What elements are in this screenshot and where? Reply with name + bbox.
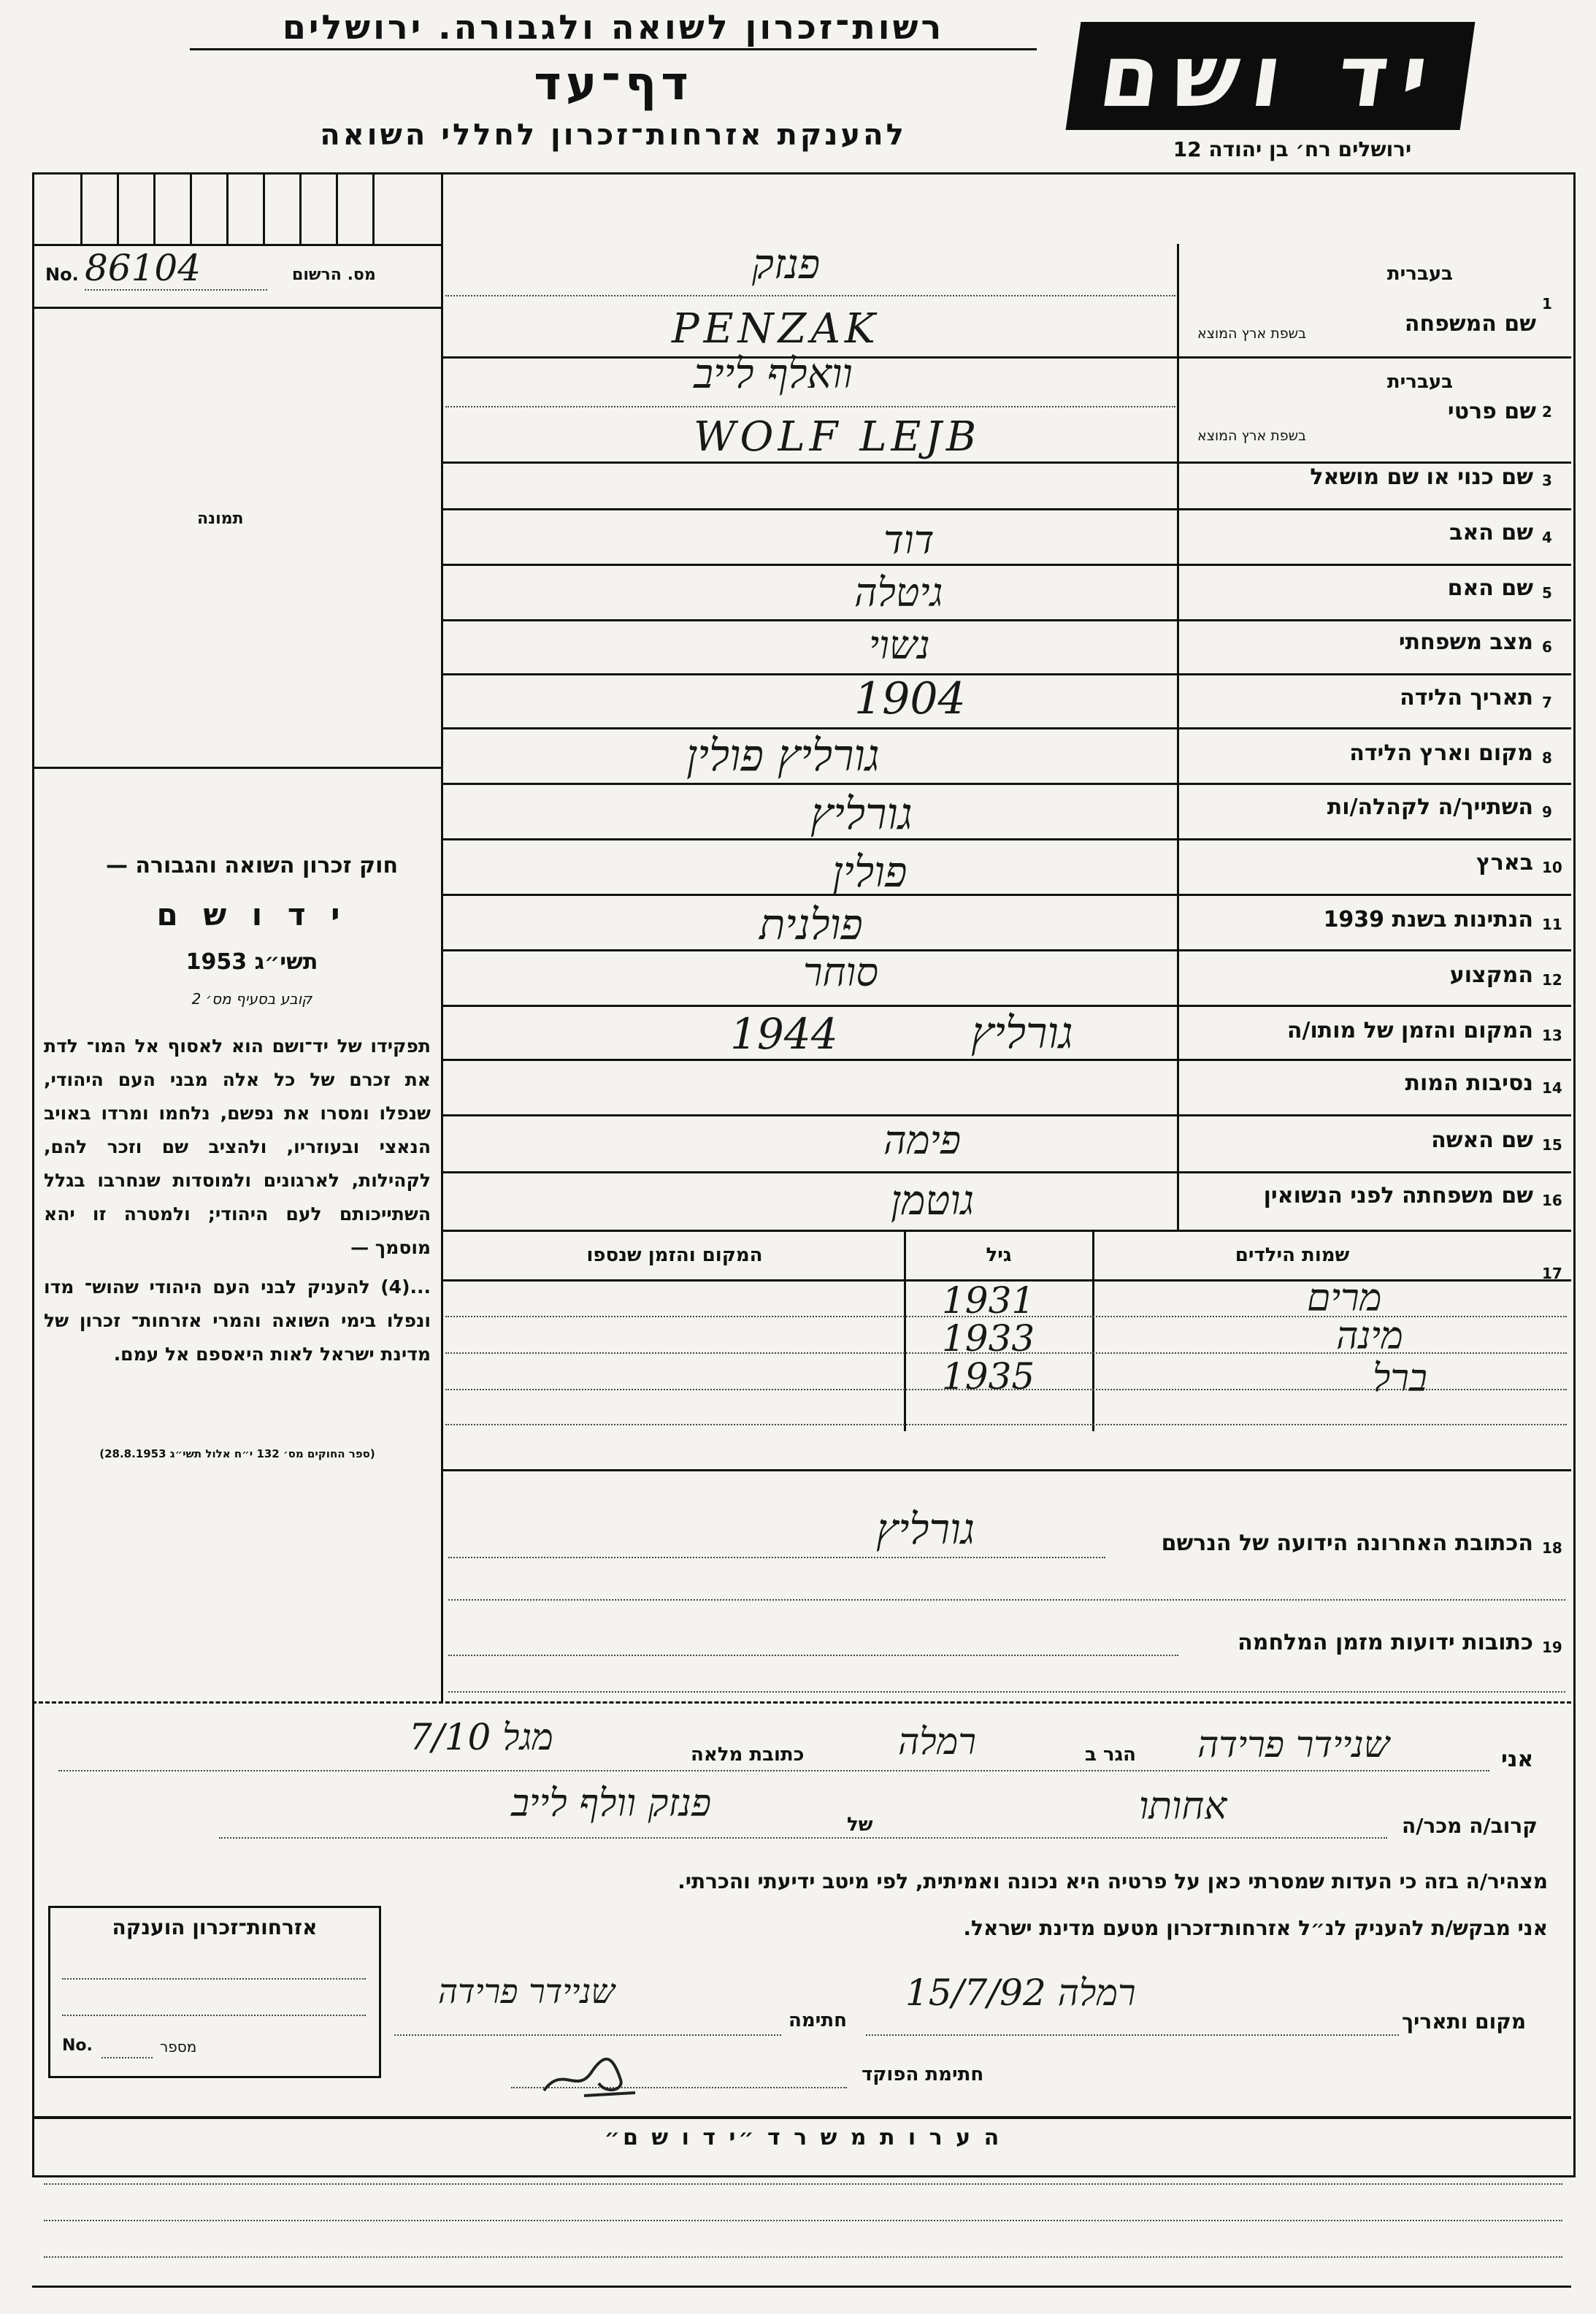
child-age: 1935 bbox=[942, 1355, 1035, 1398]
children-col-age: גיל bbox=[986, 1244, 1012, 1266]
remarks-line bbox=[44, 2256, 1562, 2258]
law-paragraph-1: תפקידו של יד־ושם הוא לאסוף אל המו־ לדת את זכרם של כל אלה מבני העם היהודי, שנפלו ומסרו את נפשם, נלחמו ומרדו באויב הנאצי ובעוזריו, ולהציב שם וזכר להם, לקהילות, לארגונים ולמוסדות שנחרבו בגלל השתייכותם לעם היהודי; ולמטרה זו יהא מוסמך — bbox=[44, 1035, 431, 1258]
relation: אחותו bbox=[1139, 1785, 1227, 1828]
child-name: ברל bbox=[1373, 1357, 1427, 1401]
remarks-title: ה ע ר ו ת מ ש ר ד ״י ד ו ש ם״ bbox=[604, 2125, 1002, 2150]
first-name-latin: WOLF LEJB bbox=[694, 413, 981, 461]
registration-label-en: No. bbox=[45, 264, 79, 285]
photo-area bbox=[32, 307, 441, 767]
strip-divider bbox=[372, 172, 375, 244]
children-col-place: המקום והזמן שנספו bbox=[586, 1244, 763, 1266]
child-name: מרים bbox=[1307, 1276, 1382, 1320]
remarks-bottom bbox=[32, 2286, 1571, 2288]
declarant-name: שניידר פרידה bbox=[1197, 1723, 1390, 1766]
officer-signature-icon bbox=[540, 2050, 642, 2102]
photo-divider bbox=[32, 767, 441, 769]
children-col-names: שמות הילדים bbox=[1235, 1244, 1350, 1266]
remarks-line bbox=[44, 2183, 1562, 2185]
strip-divider bbox=[299, 172, 302, 244]
checkbox-strip bbox=[32, 172, 441, 246]
registration-number: 86104 bbox=[85, 247, 267, 291]
declarant-city: רמלה bbox=[898, 1720, 976, 1763]
memorial-citizenship-box: אזרחות־זכרון הוענקה No. מספר bbox=[48, 1906, 381, 2078]
section-divider bbox=[32, 1701, 1571, 1704]
family-name-hebrew: פנזק bbox=[752, 241, 821, 288]
registration-label-he: מס. הרשום bbox=[292, 266, 376, 284]
form-title: דף־עד bbox=[534, 57, 693, 111]
photo-label: תמונה bbox=[197, 510, 244, 528]
child-name: מינה bbox=[1336, 1314, 1403, 1358]
declaration-request: אני מבקש/ת להעניק לנ״ל אזרחות־זכרון מטעם מדינת ישראל. bbox=[963, 1916, 1548, 1940]
law-title: חוק זכרון השואה והגבורה — bbox=[105, 853, 399, 878]
remarks-divider bbox=[32, 2116, 1571, 2119]
declarant-street: מגל 7/10 bbox=[409, 1716, 553, 1758]
law-paragraph-2: ...(4) להעניק לבני העם היהודי שהוש־ מדו ונפלו בימי השואה והמרי אזרחות־ זכרון של מדינת ישראל לאות היאספם אל עמם. bbox=[44, 1276, 431, 1365]
child-age: 1933 bbox=[942, 1317, 1035, 1360]
signature: שניידר פרידה bbox=[438, 1972, 615, 2011]
form-subtitle: להענקת אזרחות־זכרון לחללי השואה bbox=[320, 118, 907, 152]
law-clause: קובע בסעיף מס׳ 2 bbox=[191, 990, 312, 1008]
strip-divider bbox=[190, 172, 192, 244]
strip-divider bbox=[336, 172, 338, 244]
child-age: 1931 bbox=[942, 1279, 1035, 1322]
header-address: ירושלים רח׳ בן יהודה 12 bbox=[1173, 137, 1412, 161]
first-name-hebrew: וואלף לייב bbox=[694, 350, 853, 398]
relation-of: פנזק וולף לייב bbox=[511, 1782, 712, 1825]
law-source: (ספר החוקים מס׳ 132 י״ח אלול תשי״ג 28.8.1953) bbox=[99, 1447, 375, 1460]
label-column-border bbox=[1177, 244, 1179, 1230]
remarks-line bbox=[44, 2220, 1562, 2221]
strip-divider bbox=[226, 172, 229, 244]
law-name: י ד ו ש ם bbox=[156, 897, 348, 932]
place-and-date: רמלה 15/7/92 bbox=[905, 1972, 1136, 2014]
left-column-border bbox=[441, 172, 443, 1701]
law-year: תשי״ג 1953 bbox=[185, 949, 318, 975]
header-authority: רשות־זכרון לשואה ולגבורה. ירושלים bbox=[190, 7, 1037, 50]
declaration-statement: מצהיר/ה בזה כי העדות שמסרתי כאן על פרטיה היא נכונה ואמיתית, לפי מיטב ידיעתי והכרתי. bbox=[678, 1869, 1548, 1893]
logo: יד ושם bbox=[1066, 22, 1476, 130]
strip-divider bbox=[80, 172, 83, 244]
strip-divider bbox=[117, 172, 119, 244]
strip-divider bbox=[153, 172, 156, 244]
family-name-latin: PENZAK bbox=[672, 305, 880, 353]
strip-divider bbox=[263, 172, 265, 244]
